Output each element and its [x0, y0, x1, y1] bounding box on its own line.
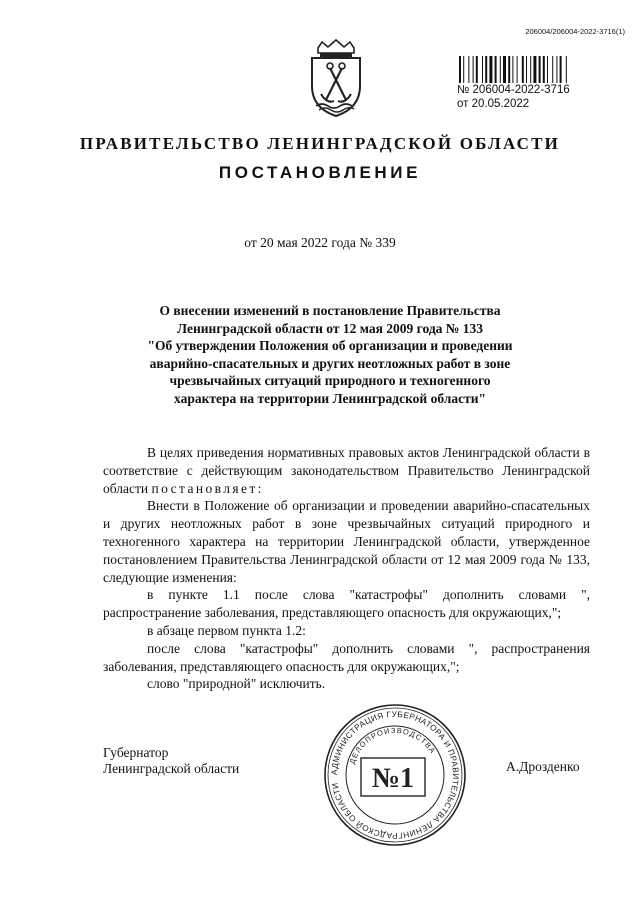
coat-of-arms-emblem	[296, 38, 376, 118]
body-paragraph: в пункте 1.1 после слова "катастрофы" дополнить словами ", распространение заболевания, представляющего опасность для окружающих,";	[103, 587, 590, 621]
subject-line: аварийно-спасательных и других неотложных работ в зоне	[149, 355, 511, 371]
body-paragraph: слово "природной" исключить.	[147, 676, 326, 692]
barcode-bar	[468, 56, 469, 83]
barcode-bar	[476, 56, 478, 83]
barcode-bar	[463, 56, 464, 83]
barcode-bar	[503, 56, 506, 83]
subject-line: О внесении изменений в постановление Правительства	[159, 303, 501, 318]
document-body	[103, 444, 590, 693]
barcode-bar	[500, 56, 501, 83]
body-paragraph	[103, 444, 590, 497]
barcode-bar	[560, 56, 562, 83]
registration-date: от 20.05.2022	[457, 98, 530, 110]
barcode-bar	[489, 56, 492, 83]
signatory-title: Губернатор	[103, 745, 169, 760]
document-code: 206004/206004-2022-3716(1)	[525, 27, 625, 36]
barcode-bar	[512, 56, 513, 83]
document-date-number: от 20 мая 2022 года № 339	[244, 235, 396, 250]
resolves-word: постановляет:	[151, 480, 264, 496]
government-title: ПРАВИТЕЛЬСТВО ЛЕНИНГРАДСКОЙ ОБЛАСТИ	[79, 134, 561, 153]
subject-line: Ленинградской области от 12 мая 2009 года № 133	[177, 320, 483, 336]
barcode-bar	[547, 56, 548, 83]
barcode-bar	[543, 56, 545, 83]
barcode-bar	[508, 56, 510, 83]
body-paragraph: Внести в Положение об организации и проведении аварийно-спасательных и других неотложных работ в зоне чрезвычайных ситуаций природного и техногенного характера на территории Ленинградской области, утвержденное постановлением Правительства Ленинградской области от 12 мая 2009 года № 133, следующие изменения:	[103, 498, 590, 585]
document-barcode	[459, 56, 591, 83]
barcode-bar	[556, 56, 557, 83]
barcode-bar	[473, 56, 474, 83]
subject-line: характера на территории Ленинградской области"	[174, 390, 486, 406]
barcode-bar	[533, 56, 536, 83]
barcode-bar	[530, 56, 531, 83]
barcode-bar	[517, 56, 518, 83]
stamp-number: №1	[371, 763, 415, 794]
stamp-ring-text: АДМИНИСТРАЦИЯ ГУБЕРНАТОРА И ПРАВИТЕЛЬСТВА ЛЕНИНГРАДСКОЙ ОБЛАСТИ	[329, 709, 461, 841]
registration-number: № 206004-2022-3716	[457, 84, 570, 96]
stamp-inner-text: ДЕЛОПРОИЗВОДСТВА	[347, 725, 438, 766]
barcode-bar	[522, 56, 524, 83]
official-stamp	[320, 700, 470, 850]
signatory-region: Ленинградской области	[103, 761, 240, 776]
barcode-bar	[566, 56, 567, 83]
barcode-bar	[539, 56, 541, 83]
preamble-text: В целях приведения нормативных правовых актов Ленинградской области в соответствие с действующим законодательством Правительство Ленинградской области	[103, 445, 590, 496]
barcode-bar	[526, 56, 527, 83]
body-paragraph: после слова "катастрофы" дополнить словами ", распространения заболевания, представляющего опасность для окружающих,";	[103, 640, 590, 674]
signatory-name: А.Дрозденко	[506, 759, 580, 774]
subject-line: "Об утверждении Положения об организации и проведении	[147, 338, 513, 354]
subject-line: чрезвычайных ситуаций природного и техногенного	[169, 373, 491, 389]
document-subject	[110, 302, 550, 408]
barcode-bar	[482, 56, 483, 83]
barcode-bar	[459, 56, 461, 83]
barcode-bar	[552, 56, 553, 83]
document-type-title: ПОСТАНОВЛЕНИЕ	[218, 163, 422, 182]
barcode-bar	[485, 56, 487, 83]
barcode-bar	[495, 56, 497, 83]
body-paragraph: в абзаце первом пункта 1.2:	[147, 622, 306, 638]
